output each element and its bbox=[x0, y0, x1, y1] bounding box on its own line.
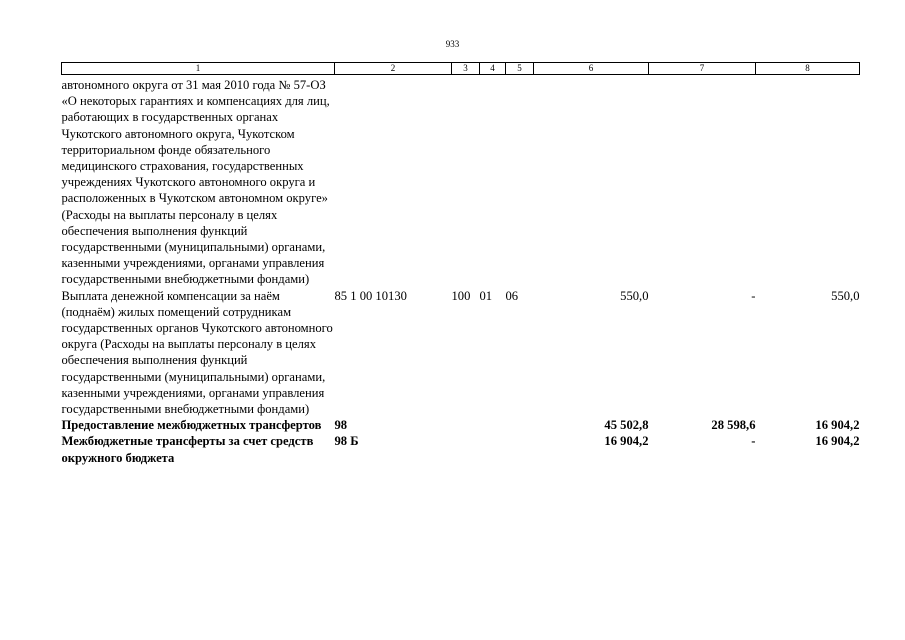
column-header-8: 8 bbox=[756, 63, 860, 75]
column-header-3: 3 bbox=[452, 63, 480, 75]
row-total-amount: 16 904,2 bbox=[604, 434, 649, 449]
row-federal-amount bbox=[649, 75, 756, 288]
column-header-6: 6 bbox=[534, 63, 649, 75]
row-target-article-code: 98 Б bbox=[334, 434, 359, 449]
row-description: Межбюджетные трансферты за счет средств окружного бюджета bbox=[61, 434, 314, 465]
row-section-code bbox=[480, 433, 506, 465]
row-regional-amount: 16 904,2 bbox=[815, 434, 860, 449]
table-row bbox=[62, 75, 860, 288]
row-expense-type-code bbox=[452, 75, 480, 288]
budget-table bbox=[61, 62, 860, 466]
table-row bbox=[62, 433, 860, 465]
row-subsection-code bbox=[506, 433, 534, 465]
row-expense-type-code: 100 bbox=[451, 288, 471, 303]
row-regional-amount: 16 904,2 bbox=[815, 418, 860, 433]
column-header-2: 2 bbox=[335, 63, 452, 75]
table-row bbox=[62, 417, 860, 433]
row-federal-amount: - bbox=[751, 434, 756, 449]
page-number: 933 bbox=[445, 39, 460, 49]
column-number-header-row bbox=[62, 63, 860, 75]
column-header-7: 7 bbox=[649, 63, 756, 75]
row-target-article-code bbox=[335, 75, 452, 288]
row-expense-type-code bbox=[452, 433, 480, 465]
row-description: Предоставление межбюджетных трансфертов bbox=[61, 418, 322, 433]
row-subsection-code bbox=[506, 417, 534, 433]
column-header-1: 1 bbox=[62, 63, 335, 75]
row-subsection-code bbox=[506, 75, 534, 288]
row-total-amount bbox=[534, 75, 649, 288]
row-total-amount: 45 502,8 bbox=[604, 418, 649, 433]
row-description: автономного округа от 31 мая 2010 года № 57-ОЗ «О некоторых гарантиях и компенсациях для лиц, работающих в государственных органах Чукотского автономного округа, Чукотском территориальном фонде обязательного медицинского страхования, государственных учреждениях Чукотского автономного округа и расположенных в Чукотском автономном округе» (Расходы на выплаты персоналу в целях обеспечения выполнения функций государственными (муниципальными) органами, казенными учреждениями, органами управления государственными внебюджетными фондами) bbox=[61, 78, 330, 287]
row-target-article-code: 85 1 00 10130 bbox=[334, 288, 407, 303]
row-target-article-code: 98 bbox=[334, 418, 348, 433]
row-section-code bbox=[480, 417, 506, 433]
row-regional-amount bbox=[756, 75, 860, 288]
column-header-5: 5 bbox=[506, 63, 534, 75]
table-row bbox=[62, 288, 860, 418]
row-section-code bbox=[480, 75, 506, 288]
column-header-4: 4 bbox=[480, 63, 506, 75]
row-expense-type-code bbox=[452, 417, 480, 433]
row-description: Выплата денежной компенсации за наём (поднаём) жилых помещений сотрудникам государственных органов Чукотского автономного округа (Расходы на выплаты персоналу в целях обеспечения выполнения функций государственными (муниципальными) органами, казенными учреждениями, органами управления государственными внебюджетными фондами) bbox=[61, 288, 333, 417]
row-section-code: 01 bbox=[479, 288, 493, 303]
row-total-amount: 550,0 bbox=[620, 288, 649, 303]
row-subsection-code: 06 bbox=[505, 288, 519, 303]
row-regional-amount: 550,0 bbox=[831, 288, 860, 303]
row-federal-amount: 28 598,6 bbox=[711, 418, 756, 433]
row-federal-amount: - bbox=[751, 288, 756, 303]
